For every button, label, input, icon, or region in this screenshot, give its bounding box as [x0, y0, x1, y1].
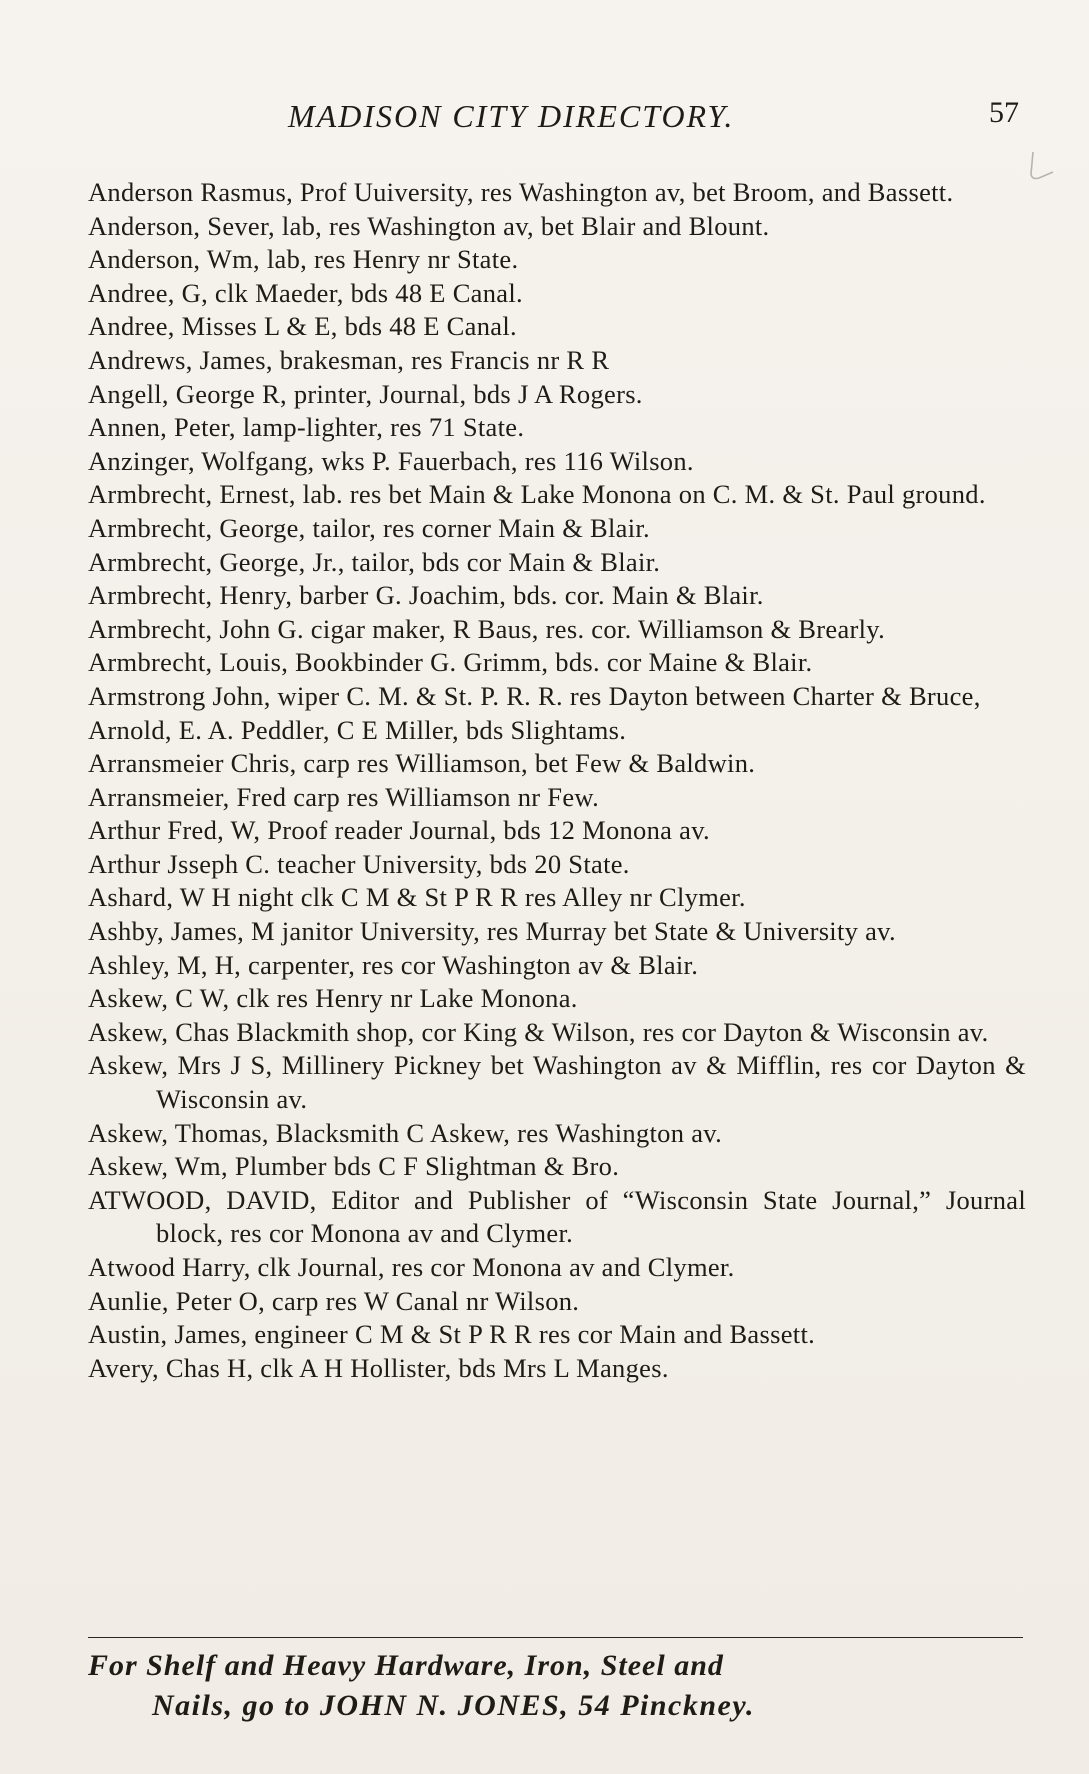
directory-entry: Askew, Chas Blackmith shop, cor King & Wilson, res cor Dayton & Wisconsin av. — [88, 1016, 989, 1047]
directory-entry: Arransmeier, Fred carp res Williamson nr Few. — [88, 781, 600, 812]
directory-entry: Arnold, E. A. Peddler, C E Miller, bds Slightams. — [88, 714, 627, 745]
directory-entry: Askew, Wm, Plumber bds C F Slightman & Bro. — [88, 1151, 620, 1182]
directory-entry: Avery, Chas H, clk A H Hollister, bds Mrs L Manges. — [88, 1352, 669, 1383]
directory-entry: Anderson, Sever, lab, res Washington av, bet Blair and Blount. — [88, 210, 770, 241]
directory-entry: Austin, James, engineer C M & St P R R res cor Main and Bassett. — [88, 1319, 816, 1350]
directory-entry: Andree, G, clk Maeder, bds 48 E Canal. — [88, 277, 523, 308]
directory-entry: Arthur Fred, W, Proof reader Journal, bds 12 Monona av. — [88, 815, 710, 846]
directory-entry: Andrews, James, brakesman, res Francis nr R R — [88, 344, 610, 375]
directory-entry: Anderson, Wm, lab, res Henry nr State. — [88, 244, 519, 275]
directory-entry: Ashley, M, H, carpenter, res cor Washington av & Blair. — [88, 949, 699, 980]
directory-entry: Askew, Thomas, Blacksmith C Askew, res Washington av. — [88, 1117, 723, 1148]
directory-entry: Armbrecht, John G. cigar maker, R Baus, res. cor. Williamson & Brearly. — [88, 613, 886, 644]
directory-entry: Armbrecht, Ernest, lab. res bet Main & Lake Monona on C. M. & St. Paul ground. — [88, 479, 986, 510]
directory-entry: Arransmeier Chris, carp res Williamson, bet Few & Baldwin. — [88, 748, 756, 779]
page-header — [88, 98, 1023, 142]
directory-entry: Ashard, W H night clk C M & St P R R res Alley nr Clymer. — [88, 882, 746, 913]
directory-entry: Atwood Harry, clk Journal, res cor Monona av and Clymer. — [88, 1252, 735, 1282]
directory-entry: Ashby, James, M janitor University, res Murray bet State & University av. — [88, 916, 896, 947]
directory-entry: Armbrecht, George, Jr., tailor, bds cor Main & Blair. — [88, 546, 661, 577]
advert-divider — [88, 1637, 1023, 1638]
directory-entry: Andree, Misses L & E, bds 48 E Canal. — [88, 311, 517, 342]
advert-line-1: For Shelf and Heavy Hardware, Iron, Steel and — [88, 1649, 724, 1682]
directory-entry: Askew, C W, clk res Henry nr Lake Monona. — [88, 983, 578, 1014]
directory-entry: Angell, George R, printer, Journal, bds J A Rogers. — [88, 378, 643, 409]
directory-entries — [88, 176, 1026, 1385]
directory-entry: Armbrecht, Louis, Bookbinder G. Grimm, bds. cor Maine & Blair. — [88, 647, 813, 678]
directory-entry: Anderson Rasmus, Prof Uuiversity, res Washington av, bet Broom, and Bassett. — [88, 177, 954, 207]
directory-entry: Askew, Mrs J S, Millinery Pickney bet Washington av & Mifflin, res cor Dayton & Wisconsin av. — [88, 1050, 1026, 1115]
directory-entry: Annen, Peter, lamp-lighter, res 71 State. — [88, 412, 525, 443]
page-number: 57 — [989, 96, 1019, 129]
running-title: MADISON CITY DIRECTORY. — [288, 98, 735, 134]
directory-entry: Armbrecht, George, tailor, res corner Main & Blair. — [88, 512, 650, 543]
advert-line-2: Nails, go to JOHN N. JONES, 54 Pinckney. — [152, 1689, 756, 1722]
directory-entry: Arthur Jsseph C. teacher University, bds 20 State. — [88, 848, 630, 879]
directory-entry: Anzinger, Wolfgang, wks P. Fauerbach, res 116 Wilson. — [88, 445, 694, 476]
directory-entry: Aunlie, Peter O, carp res W Canal nr Wilson. — [88, 1285, 580, 1316]
advertisement — [88, 1646, 1026, 1726]
directory-entry: Armbrecht, Henry, barber G. Joachim, bds. cor. Main & Blair. — [88, 580, 764, 611]
directory-entry: Armstrong John, wiper C. M. & St. P. R. R. res Dayton between Charter & Bruce, — [88, 680, 981, 711]
directory-entry: ATWOOD, DAVID, Editor and Publisher of “Wisconsin State Journal,” Journal block, res cor Monona av and Clymer. — [88, 1184, 1026, 1249]
